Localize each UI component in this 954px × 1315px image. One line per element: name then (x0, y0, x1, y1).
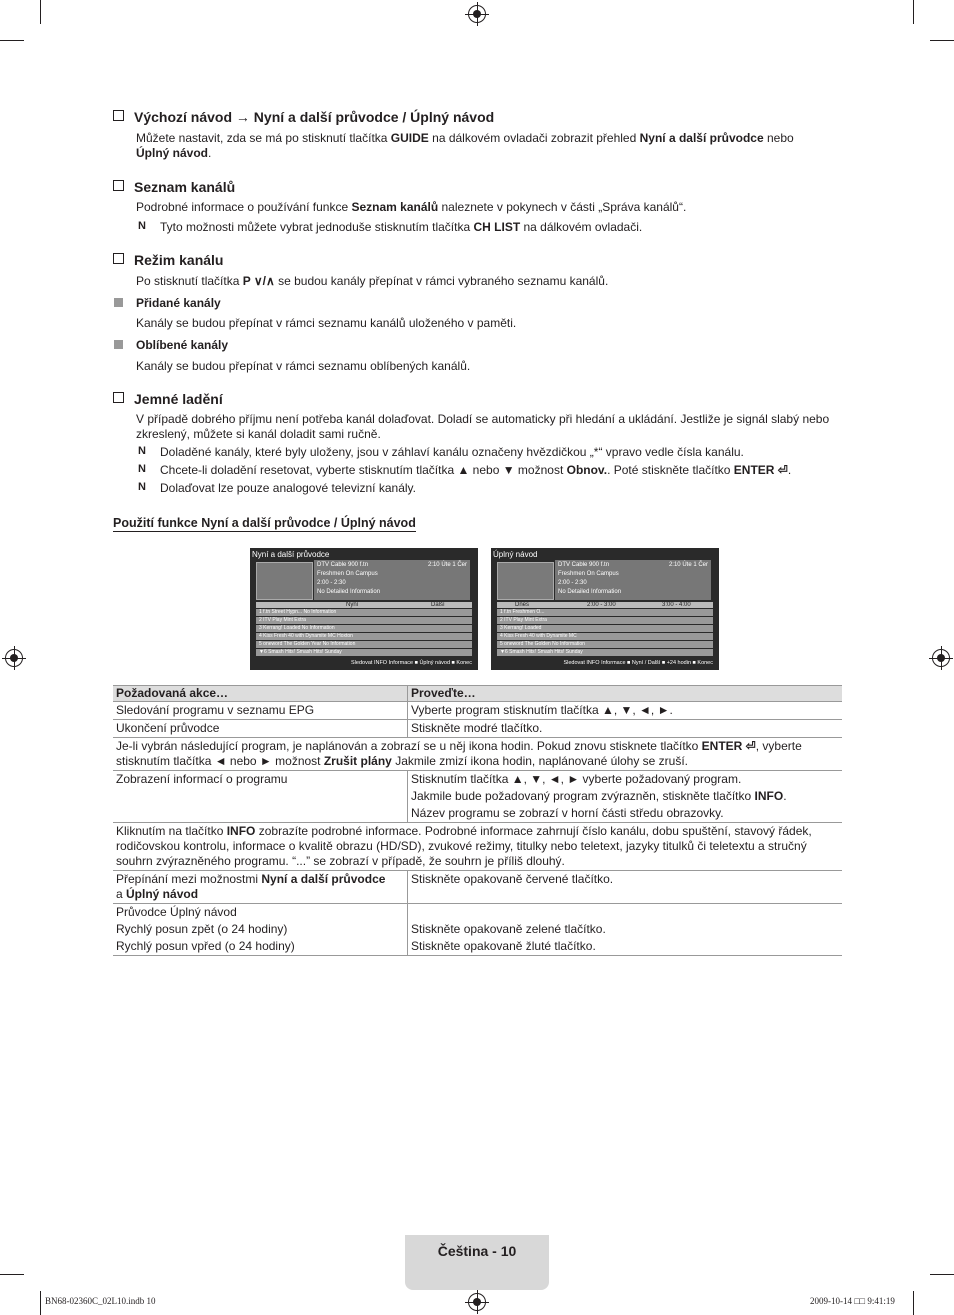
guide-row: 3 Kerrang! Loaded (497, 625, 713, 632)
item-text: Kanály se budou přepínat v rámci seznamu oblíbených kanálů. (136, 359, 471, 373)
registration-mark-icon (468, 5, 486, 23)
note-icon: N (138, 481, 146, 493)
checkbox-bullet-icon (113, 180, 124, 191)
crop-mark (930, 1274, 954, 1275)
square-bullet-icon (114, 340, 123, 349)
note-text: Doladěné kanály, které byly uloženy, jsou v záhlaví kanálu označeny hvězdičkou „*“ vpravo vedle čísla kanálu. (160, 445, 744, 459)
checkbox-bullet-icon (113, 253, 124, 264)
program-info: 2:10 Úte 1 Čer DTV Cable 900 f.tn Freshmen On Campus 2:00 - 2:30 No Detailed Information (555, 560, 711, 600)
registration-mark-icon (932, 649, 950, 667)
guide-row: 2 ITV Play Mint Extra (497, 617, 713, 624)
guide-row: 4 Kiss Fresh 40 with Dynamite MC (497, 633, 713, 640)
guide-footer: Sledovat INFO Informace ■ Nyní / Další ■ +24 hodin ■ Konec (563, 660, 713, 666)
guide-row: 1 f.tn Street Hypn... No Information (256, 609, 472, 616)
note-icon: N (138, 463, 146, 475)
guide-rows (497, 609, 713, 657)
table-cell: Vyberte program stisknutím tlačítka ▲, ▼, ◄, ►. (408, 702, 843, 720)
table-cell: Je-li vybrán následující program, je naplánován a zobrazí se u něj ikona hodin. Pokud znovu stisknete tlačítko ENTER ⏎, vyberte stisknutím tlačítka ◄ nebo ► možnost Zrušit plány Jakmile zmizí ikona hodin, naplánované úlohy se zruší. (113, 738, 842, 771)
guide-row: 4 Kiss Fresh 40 with Dynamite MC Hoxton (256, 633, 472, 640)
item-label: Přidané kanály (136, 296, 221, 310)
crop-mark (930, 40, 954, 41)
epg-screenshot-full-guide (491, 548, 719, 670)
table-cell: Stiskněte opakovaně zelené tlačítko. Stiskněte opakovaně žluté tlačítko. (408, 904, 843, 956)
guide-header: Nyní Další (256, 602, 472, 608)
table-cell: Kliknutím na tlačítko INFO zobrazíte podrobné informace. Podrobné informace zahrnují číslo kanálu, dobu spuštění, stavový řádek, rodičovskou kontrolu, informace o kvalitě obrazu (HD/SD), zvukové režimy, titulky nebo teletext, jazyky titulků či teletextu a stručný souhrn zvýrazněného programu. “...” se zobrazí v případě, že souhrn je příliš dlouhý. (113, 823, 842, 871)
guide-row: 5 oneword The Golden No Information (497, 641, 713, 648)
epg-screenshot-now-next (250, 548, 478, 670)
table-row (113, 771, 842, 823)
table-cell: Přepínání mezi možnostmi Nyní a další průvodce a Úplný návod (113, 871, 408, 904)
section-text: V případě dobrého příjmu není potřeba kanál dolaďovat. Doladí se automaticky při hledání a ukládání. Jestliže je signál slabý nebo zkreslený, můžete si kanál doladit sami ručně. (136, 412, 830, 441)
section-title: Výchozí návod → Nyní a další průvodce / Úplný návod (113, 109, 494, 125)
square-bullet-icon (114, 298, 123, 307)
section-heading: Použití funkce Nyní a další průvodce / Úplný návod (113, 516, 416, 530)
table-cell: Stisknutím tlačítka ▲, ▼, ◄, ► vyberte požadovaný program. Jakmile bude požadovaný program zvýrazněn, stiskněte tlačítko INFO. Název programu se zobrazí v horní části středu obrazovky. (408, 771, 843, 823)
action-table (113, 685, 842, 956)
table-cell: Průvodce Úplný návod Rychlý posun zpět (o 24 hodiny) Rychlý posun vpřed (o 24 hodiny) (113, 904, 408, 956)
table-header: Proveďte… (408, 686, 843, 702)
print-footer-left: BN68-02360C_02L10.indb 10 (45, 1296, 156, 1306)
guide-row: 2 ITV Play Mint Extra (256, 617, 472, 624)
preview-thumbnail (497, 562, 554, 600)
section-text: Můžete nastavit, zda se má po stisknutí tlačítka GUIDE na dálkovém ovladači zobrazit přehled Nyní a další průvodce nebo Úplný návod. (136, 131, 794, 160)
section-title: Jemné ladění (113, 391, 223, 407)
table-header: Požadovaná akce… (113, 686, 408, 702)
guide-row: ▼6 Smash Hits! Smash Hits! Sunday (497, 649, 713, 656)
table-cell: Stiskněte modré tlačítko. (408, 720, 843, 738)
screen-title: Nyní a další průvodce (252, 550, 330, 559)
table-header-row (113, 686, 842, 702)
preview-thumbnail (256, 562, 313, 600)
table-row (113, 871, 842, 904)
program-info: 2:10 Úte 1 Čer DTV Cable 900 f.tn Freshmen On Campus 2:00 - 2:30 No Detailed Information (314, 560, 470, 600)
table-cell: Zobrazení informací o programu (113, 771, 408, 823)
registration-mark-icon (5, 649, 23, 667)
guide-row: 3 Kerrang! Loaded No Information (256, 625, 472, 632)
page-number: Čeština - 10 (437, 1243, 517, 1259)
note-icon: N (138, 445, 146, 457)
note-text: Dolaďovat lze pouze analogové televizní kanály. (160, 481, 416, 495)
guide-row: 5 oneword The Golden Year No Information (256, 641, 472, 648)
crop-mark (913, 1291, 914, 1315)
note-text: Tyto možnosti můžete vybrat jednoduše stisknutím tlačítka CH LIST na dálkovém ovladači. (160, 220, 643, 234)
screen-title: Úplný návod (493, 550, 538, 559)
registration-mark-icon (468, 1293, 486, 1311)
checkbox-bullet-icon (113, 392, 124, 403)
table-row (113, 823, 842, 871)
table-cell: Sledování programu v seznamu EPG (113, 702, 408, 720)
section-text: Po stisknutí tlačítka P ∨/∧ se budou kanály přepínat v rámci vybraného seznamu kanálů. (136, 274, 609, 288)
table-row (113, 738, 842, 771)
item-text: Kanály se budou přepínat v rámci seznamu kanálů uloženého v paměti. (136, 316, 517, 330)
crop-mark (40, 0, 41, 24)
note-icon: N (138, 220, 146, 232)
crop-mark (0, 1274, 24, 1275)
table-row (113, 904, 842, 956)
section-title: Režim kanálu (113, 252, 223, 268)
note-text: Chcete-li doladění resetovat, vyberte stisknutím tlačítka ▲ nebo ▼ možnost Obnov.. Poté stiskněte tlačítko ENTER ⏎. (160, 463, 792, 477)
section-text: Podrobné informace o používání funkce Seznam kanálů naleznete v pokynech v části „Správa kanálů“. (136, 200, 687, 214)
guide-footer: Sledovat INFO Informace ■ Úplný návod ■ Konec (351, 660, 472, 666)
checkbox-bullet-icon (113, 110, 124, 121)
crop-mark (0, 40, 24, 41)
print-footer-right: 2009-10-14 □□ 9:41:19 (810, 1296, 895, 1306)
table-cell: Stiskněte opakovaně červené tlačítko. (408, 871, 843, 904)
item-label: Oblíbené kanály (136, 338, 229, 352)
table-cell: Ukončení průvodce (113, 720, 408, 738)
table-row (113, 720, 842, 738)
crop-mark (40, 1291, 41, 1315)
guide-rows (256, 609, 472, 657)
table-row (113, 702, 842, 720)
guide-header: Dnes 2:00 - 3:00 3:00 - 4:00 (497, 602, 713, 608)
crop-mark (913, 0, 914, 24)
guide-row: 1 f.tn Freshmen O... (497, 609, 713, 616)
guide-row: ▼6 Smash Hits! Smash Hits! Sunday (256, 649, 472, 656)
section-title: Seznam kanálů (113, 179, 235, 195)
